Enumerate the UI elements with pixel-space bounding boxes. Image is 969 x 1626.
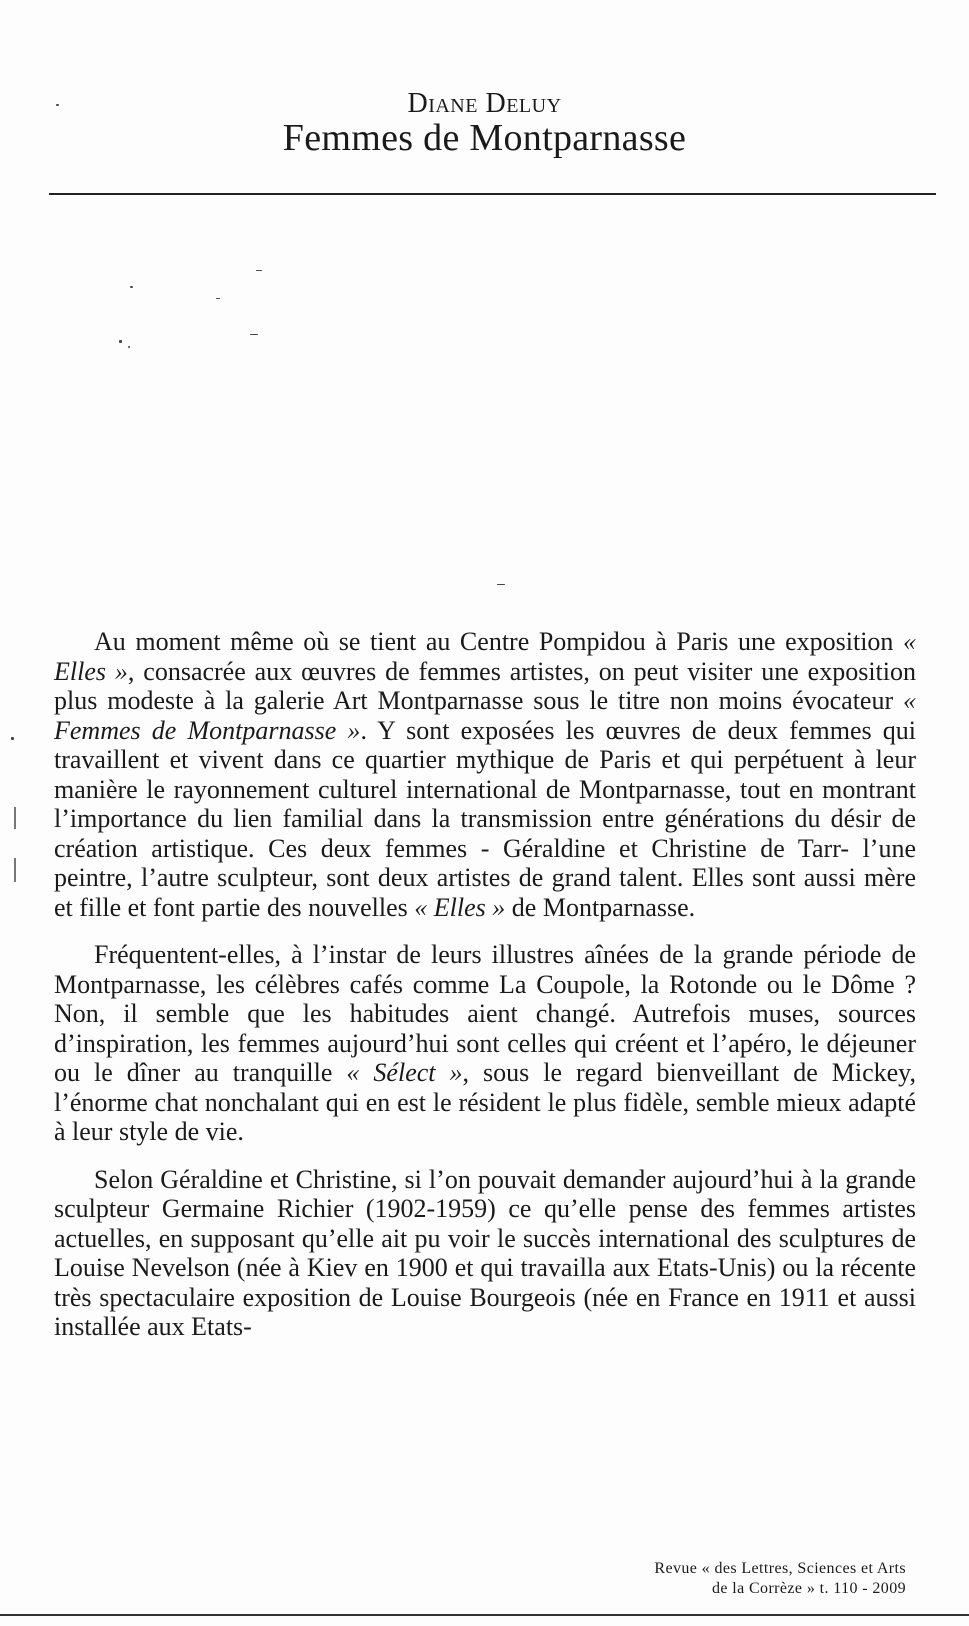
paragraph <box>54 940 916 1147</box>
scan-speck <box>250 334 258 335</box>
paragraph <box>54 627 916 922</box>
margin-mark <box>14 807 16 829</box>
scan-speck <box>119 340 122 343</box>
scan-speck <box>128 346 130 348</box>
journal-citation <box>520 1559 906 1599</box>
text-run: , consacrée aux œuvres de femmes artistes, on peut visiter une exposition plus modeste à la galerie Art Montparnasse sous le titre non moins évocateur <box>54 656 916 715</box>
text-run: Fréquentent-elles, à l’instar de leurs illustres aînées de la grande période de Montparnasse, les célèbres cafés comme La Coupole, la Rotonde ou le Dôme ? Non, il semble que les habitudes aient changé. Autrefois muses, sources d’inspiration, les femmes aujourd’hui sont celles qui créent et l’apéro, le déjeuner ou le dîner au tranquille <box>54 940 916 1087</box>
text-run: . Y sont exposées les œuvres de deux femmes qui travaillent et vivent dans ce quartier mythique de Paris et qui perpétuent à leur manière le rayonnement culturel international de Montparnasse, tout en montrant l’importance du lien familial dans la transmission entre générations du désir de création artistique. Ces deux femmes - Géraldine et Christine de Tarr- l’une peintre, l’autre sculpteur, sont deux artistes de grand talent. Elles sont aussi mère et fille et font partie des nouvelles <box>54 715 916 922</box>
text-run: Selon Géraldine et Christine, si l’on pouvait demander aujourd’hui à la grande sculpteur Germaine Richier (1902-1959) ce qu’elle pense des femmes artistes actuelles, en supposant qu’elle ait pu voir le succès international des sculptures de Louise Nevelson (née à Kiev en 1900 et qui travailla aux Etats-Unis) ou la récente très spectaculaire exposition de Louise Bourgeois (née en France en 1911 et aussi installée aux Etats- <box>54 1164 916 1341</box>
article-body <box>54 627 916 1360</box>
scan-speck <box>216 298 220 299</box>
text-run: Au moment même où se tient au Centre Pompidou à Paris une exposition <box>94 627 903 656</box>
author-name: Diane Deluy <box>407 88 562 119</box>
scan-speck <box>56 104 59 106</box>
scan-speck <box>11 737 14 740</box>
scan-speck <box>497 584 505 585</box>
text-run: de Montparnasse. <box>505 892 696 922</box>
italic-quote: « Femmes de Montparnasse » <box>54 686 916 745</box>
paragraph <box>54 1165 916 1342</box>
header-rule <box>49 193 936 195</box>
italic-quote: « Sélect » <box>346 1058 463 1087</box>
scan-speck <box>256 270 262 271</box>
margin-mark <box>14 858 16 882</box>
citation-line-1: Revue « des Lettres, Sciences et Arts <box>654 1560 906 1577</box>
citation-line-2: de la Corrèze » t. 110 - 2009 <box>711 1580 906 1597</box>
scan-speck <box>130 286 133 288</box>
text-run: , sous le regard bienveillant de Mickey, l’énorme chat nonchalant qui en est le résident le plus fidèle, semble mieux adapté à leur style de vie. <box>54 1058 916 1146</box>
italic-quote: « Elles » <box>54 627 916 686</box>
article-title: Femmes de Montparnasse <box>282 117 687 159</box>
footer-rule <box>0 1614 969 1616</box>
italic-quote: « Elles » <box>414 892 506 922</box>
